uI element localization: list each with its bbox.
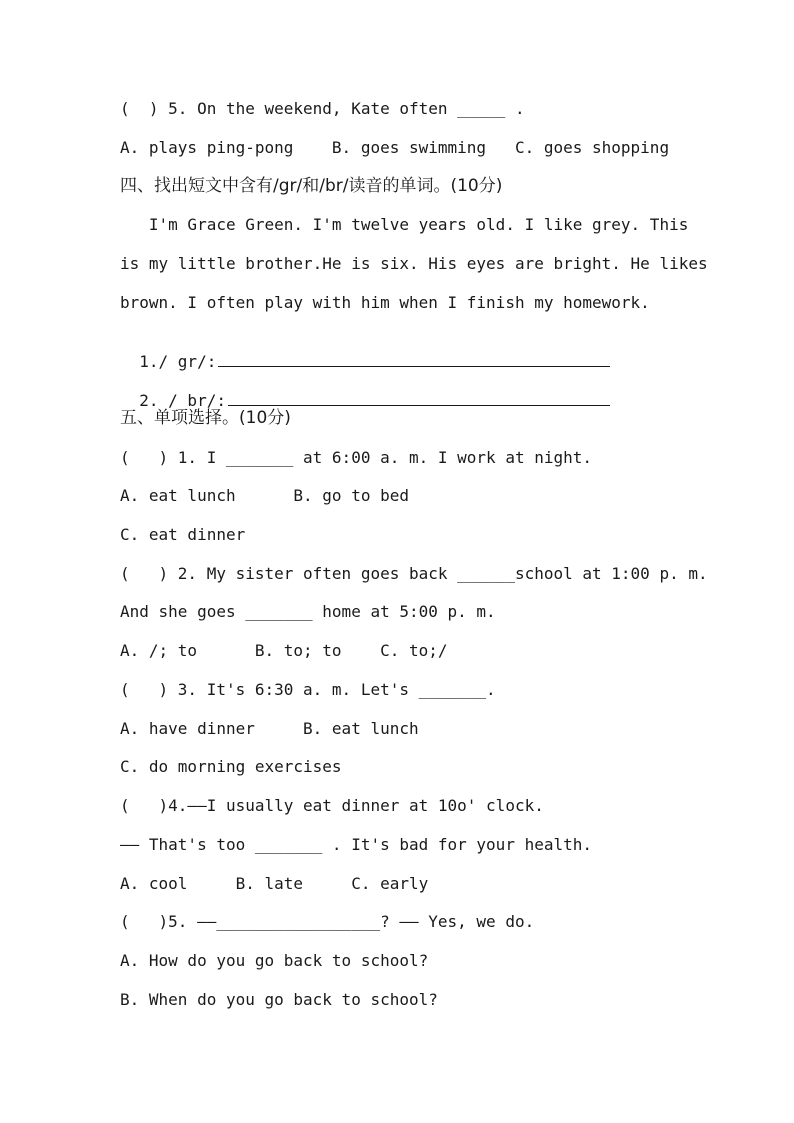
- answer-row-gr: [120, 331, 610, 372]
- passage-line-1: I'm Grace Green. I'm twelve years old. I like grey. This: [120, 215, 689, 234]
- answer-blank-br[interactable]: [228, 390, 610, 406]
- mc-question-1-stem: ( ) 1. I _______ at 6:00 a. m. I work at night.: [120, 448, 593, 467]
- answer-label-gr: 1./ gr/:: [139, 352, 217, 371]
- mc-question-1-options-ab: A. eat lunch B. go to bed: [120, 486, 409, 505]
- mc-question-3-stem: ( ) 3. It's 6:30 a. m. Let's _______.: [120, 680, 496, 699]
- mc-question-5-option-a: A. How do you go back to school?: [120, 951, 429, 970]
- mc-question-5-option-b: B. When do you go back to school?: [120, 990, 438, 1009]
- mc-question-3-option-c: C. do morning exercises: [120, 757, 342, 776]
- answer-blank-gr[interactable]: [218, 351, 610, 367]
- section-5-heading: 五、单项选择。(10分): [120, 408, 291, 428]
- mc-question-2-stem: ( ) 2. My sister often goes back ______school at 1:00 p. m.: [120, 564, 708, 583]
- mc-question-2-stem-cont: And she goes _______ home at 5:00 p. m.: [120, 602, 496, 621]
- passage-line-2: is my little brother.He is six. His eyes are bright. He likes: [120, 254, 708, 273]
- mc-question-1-option-c: C. eat dinner: [120, 525, 246, 544]
- mc-question-3-options-ab: A. have dinner B. eat lunch: [120, 719, 419, 738]
- section-4-heading: 四、找出短文中含有/gr/和/br/读音的单词。(10分): [120, 176, 503, 196]
- answer-row-br: [120, 370, 610, 411]
- answer-label-br: 2. / br/:: [139, 391, 226, 410]
- mc-question-4-stem-cont: —— That's too _______ . It's bad for your health.: [120, 835, 593, 854]
- mc-question-5-stem: ( )5. ——_________________? —— Yes, we do.: [120, 912, 535, 931]
- passage-line-3: brown. I often play with him when I finish my homework.: [120, 293, 650, 312]
- question-5-options: A. plays ping-pong B. goes swimming C. goes shopping: [120, 138, 670, 157]
- mc-question-4-stem: ( )4.——I usually eat dinner at 10o' clock.: [120, 796, 544, 815]
- question-5-stem: ( ) 5. On the weekend, Kate often _____ .: [120, 99, 525, 118]
- mc-question-2-options: A. /; to B. to; to C. to;/: [120, 641, 448, 660]
- mc-question-4-options: A. cool B. late C. early: [120, 874, 429, 893]
